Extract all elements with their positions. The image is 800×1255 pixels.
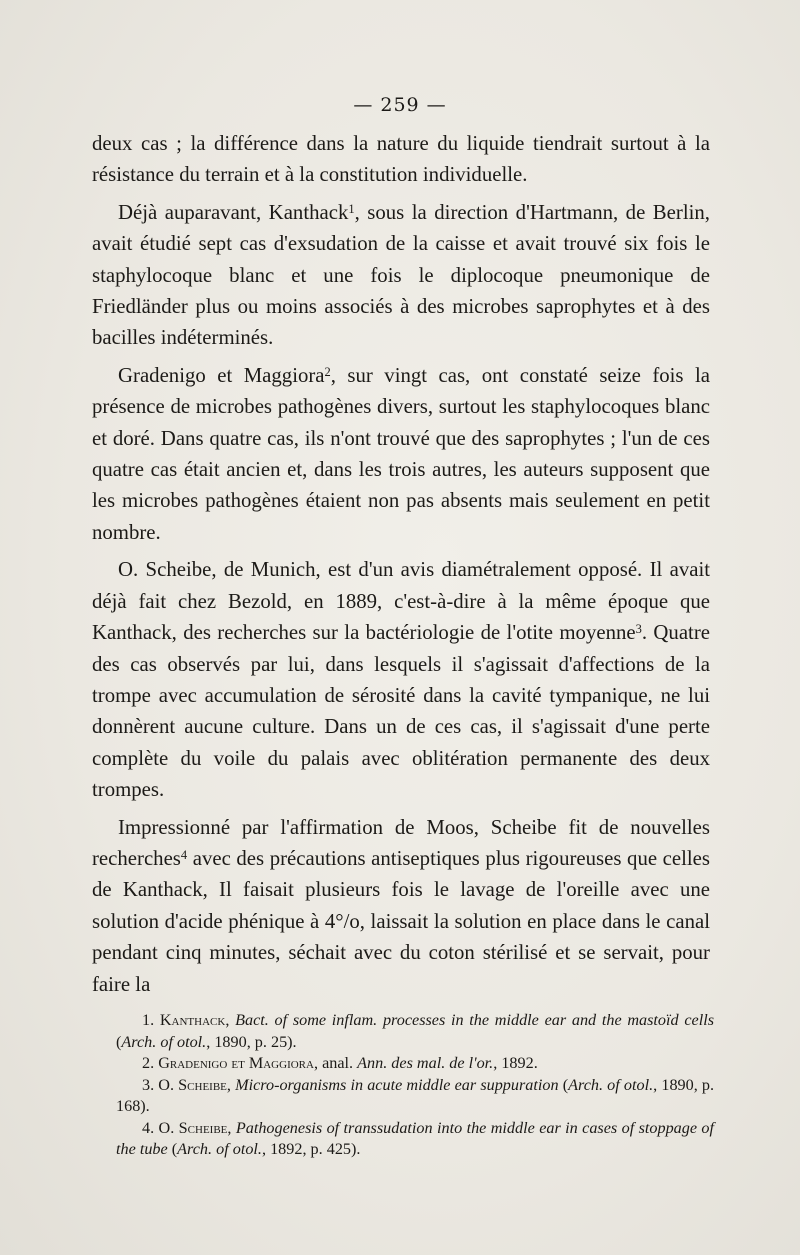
footnote-number: 3. (142, 1075, 159, 1094)
footnote-author: Kanthack (159, 1011, 226, 1029)
footnote-number: 2. (142, 1054, 159, 1072)
paragraph-text: Gradenigo et Maggiora (118, 363, 325, 387)
footnote-title: Micro-organisms in acute middle ear suppuration (235, 1075, 559, 1094)
paragraph-text: deux cas ; la différence dans la nature du liquide tiendrait surtout à la résistance du terrain et à la constitution individuelle. (92, 132, 710, 187)
footnote-ref-close: , 1890, p. 168). (116, 1075, 715, 1115)
paragraph-text: avec des précautions antiseptiques plus rigoureuses que celles de Kanthack, Il faisait plusieurs fois le lavage de l'oreille avec une solution d'acide phénique à 4°/o, laissait la solution en place dans le canal pendant cinq minutes, séchait avec du coton stérilisé et se servait, pour faire la (92, 846, 710, 996)
footnote-title: Ann. des mal. de l'or. (357, 1054, 494, 1072)
footnote-ref-open: , 1892. (493, 1054, 538, 1072)
paragraph-text: Déjà auparavant, Kanthack (118, 200, 349, 224)
footnote-separator: , (227, 1118, 236, 1137)
footnote-ref-open: ( (116, 1032, 122, 1051)
footnote-3 (116, 1075, 714, 1118)
footnote-ref-close: , 1890, p. 25). (206, 1032, 297, 1051)
footnote-ref-4: 4 (180, 847, 188, 862)
footnote-number: 4. (142, 1118, 159, 1137)
footnote-author: O. Scheibe (158, 1118, 228, 1137)
page-number: — 259 — (353, 94, 447, 116)
footnote-1 (116, 1010, 714, 1053)
paragraph-text: O. Scheibe, de Munich, est d'un avis diamétralement opposé. Il avait déjà fait chez Bezold, en 1889, c'est-à-dire à la même époque que Kanthack, des recherches sur la bactériologie de l'otite moyenne (92, 558, 710, 645)
footnote-journal: Arch. of otol. (568, 1075, 654, 1094)
footnote-separator: , anal. (313, 1054, 358, 1072)
paragraph-3 (92, 360, 710, 548)
footnote-number: 1. (142, 1011, 160, 1029)
footnote-author: O. Scheibe (158, 1075, 227, 1094)
footnote-ref-2: 2 (324, 364, 331, 379)
paragraph-1 (92, 128, 710, 191)
body-text (92, 128, 710, 1006)
paragraph-text: , sur vingt cas, ont constaté seize fois la présence de microbes pathogènes divers, surtout les staphylocoques blanc et doré. Dans quatre cas, ils n'ont trouvé que des saprophytes ; l'un de ces quatre cas était ancien et, dans les trois autres, les auteurs supposent que les microbes pathogènes étaient non pas absents mais seulement en petit nombre. (92, 363, 710, 544)
footnote-title: Pathogenesis of transsudation into the middle ear in cases of stoppage of the tube (116, 1118, 715, 1158)
footnote-2 (116, 1053, 714, 1075)
footnote-separator: , (226, 1075, 236, 1094)
paragraph-4 (92, 554, 710, 805)
paragraph-text: . Quatre des cas observés par lui, dans lesquels il s'agissait d'affections de la trompe avec accumulation de sérosité dans la cavité tympanique, ne lui donnèrent aucune culture. Dans un de ces cas, il s'agissait d'une perte complète du voile du palais avec oblitération permanente des deux trompes. (92, 621, 710, 802)
footnote-ref-open: ( (558, 1075, 569, 1094)
footnote-separator: , (225, 1011, 236, 1029)
footnote-author: Gradenigo et Maggiora (158, 1054, 314, 1072)
footnote-journal: Arch. of otol. (177, 1140, 262, 1158)
footnote-ref-open: ( (167, 1140, 178, 1158)
footnote-journal: Arch. of otol. (121, 1032, 207, 1051)
footnote-ref-close: , 1892, p. 425). (261, 1140, 361, 1158)
paragraph-5 (92, 812, 710, 1000)
footnote-ref-1: 1 (348, 201, 355, 216)
footnote-ref-3: 3 (635, 621, 642, 636)
footnote-4 (116, 1118, 714, 1161)
paragraph-2 (92, 197, 710, 354)
paragraph-text: Impressionné par l'affirmation de Moos, Scheibe fit de nouvelles recherches (92, 815, 710, 870)
footnotes (116, 1010, 714, 1161)
paragraph-text: , sous la direction d'Hartmann, de Berlin, avait étudié sept cas d'exsudation de la caisse et avait trouvé six fois le staphylocoque blanc et une fois le diplocoque pneumonique de Friedländer plus ou moins associés à des microbes saprophytes et à des bacilles indéterminés. (92, 200, 710, 350)
footnote-title: Bact. of some inflam. processes in the middle ear and the mastoïd cells (235, 1011, 714, 1029)
